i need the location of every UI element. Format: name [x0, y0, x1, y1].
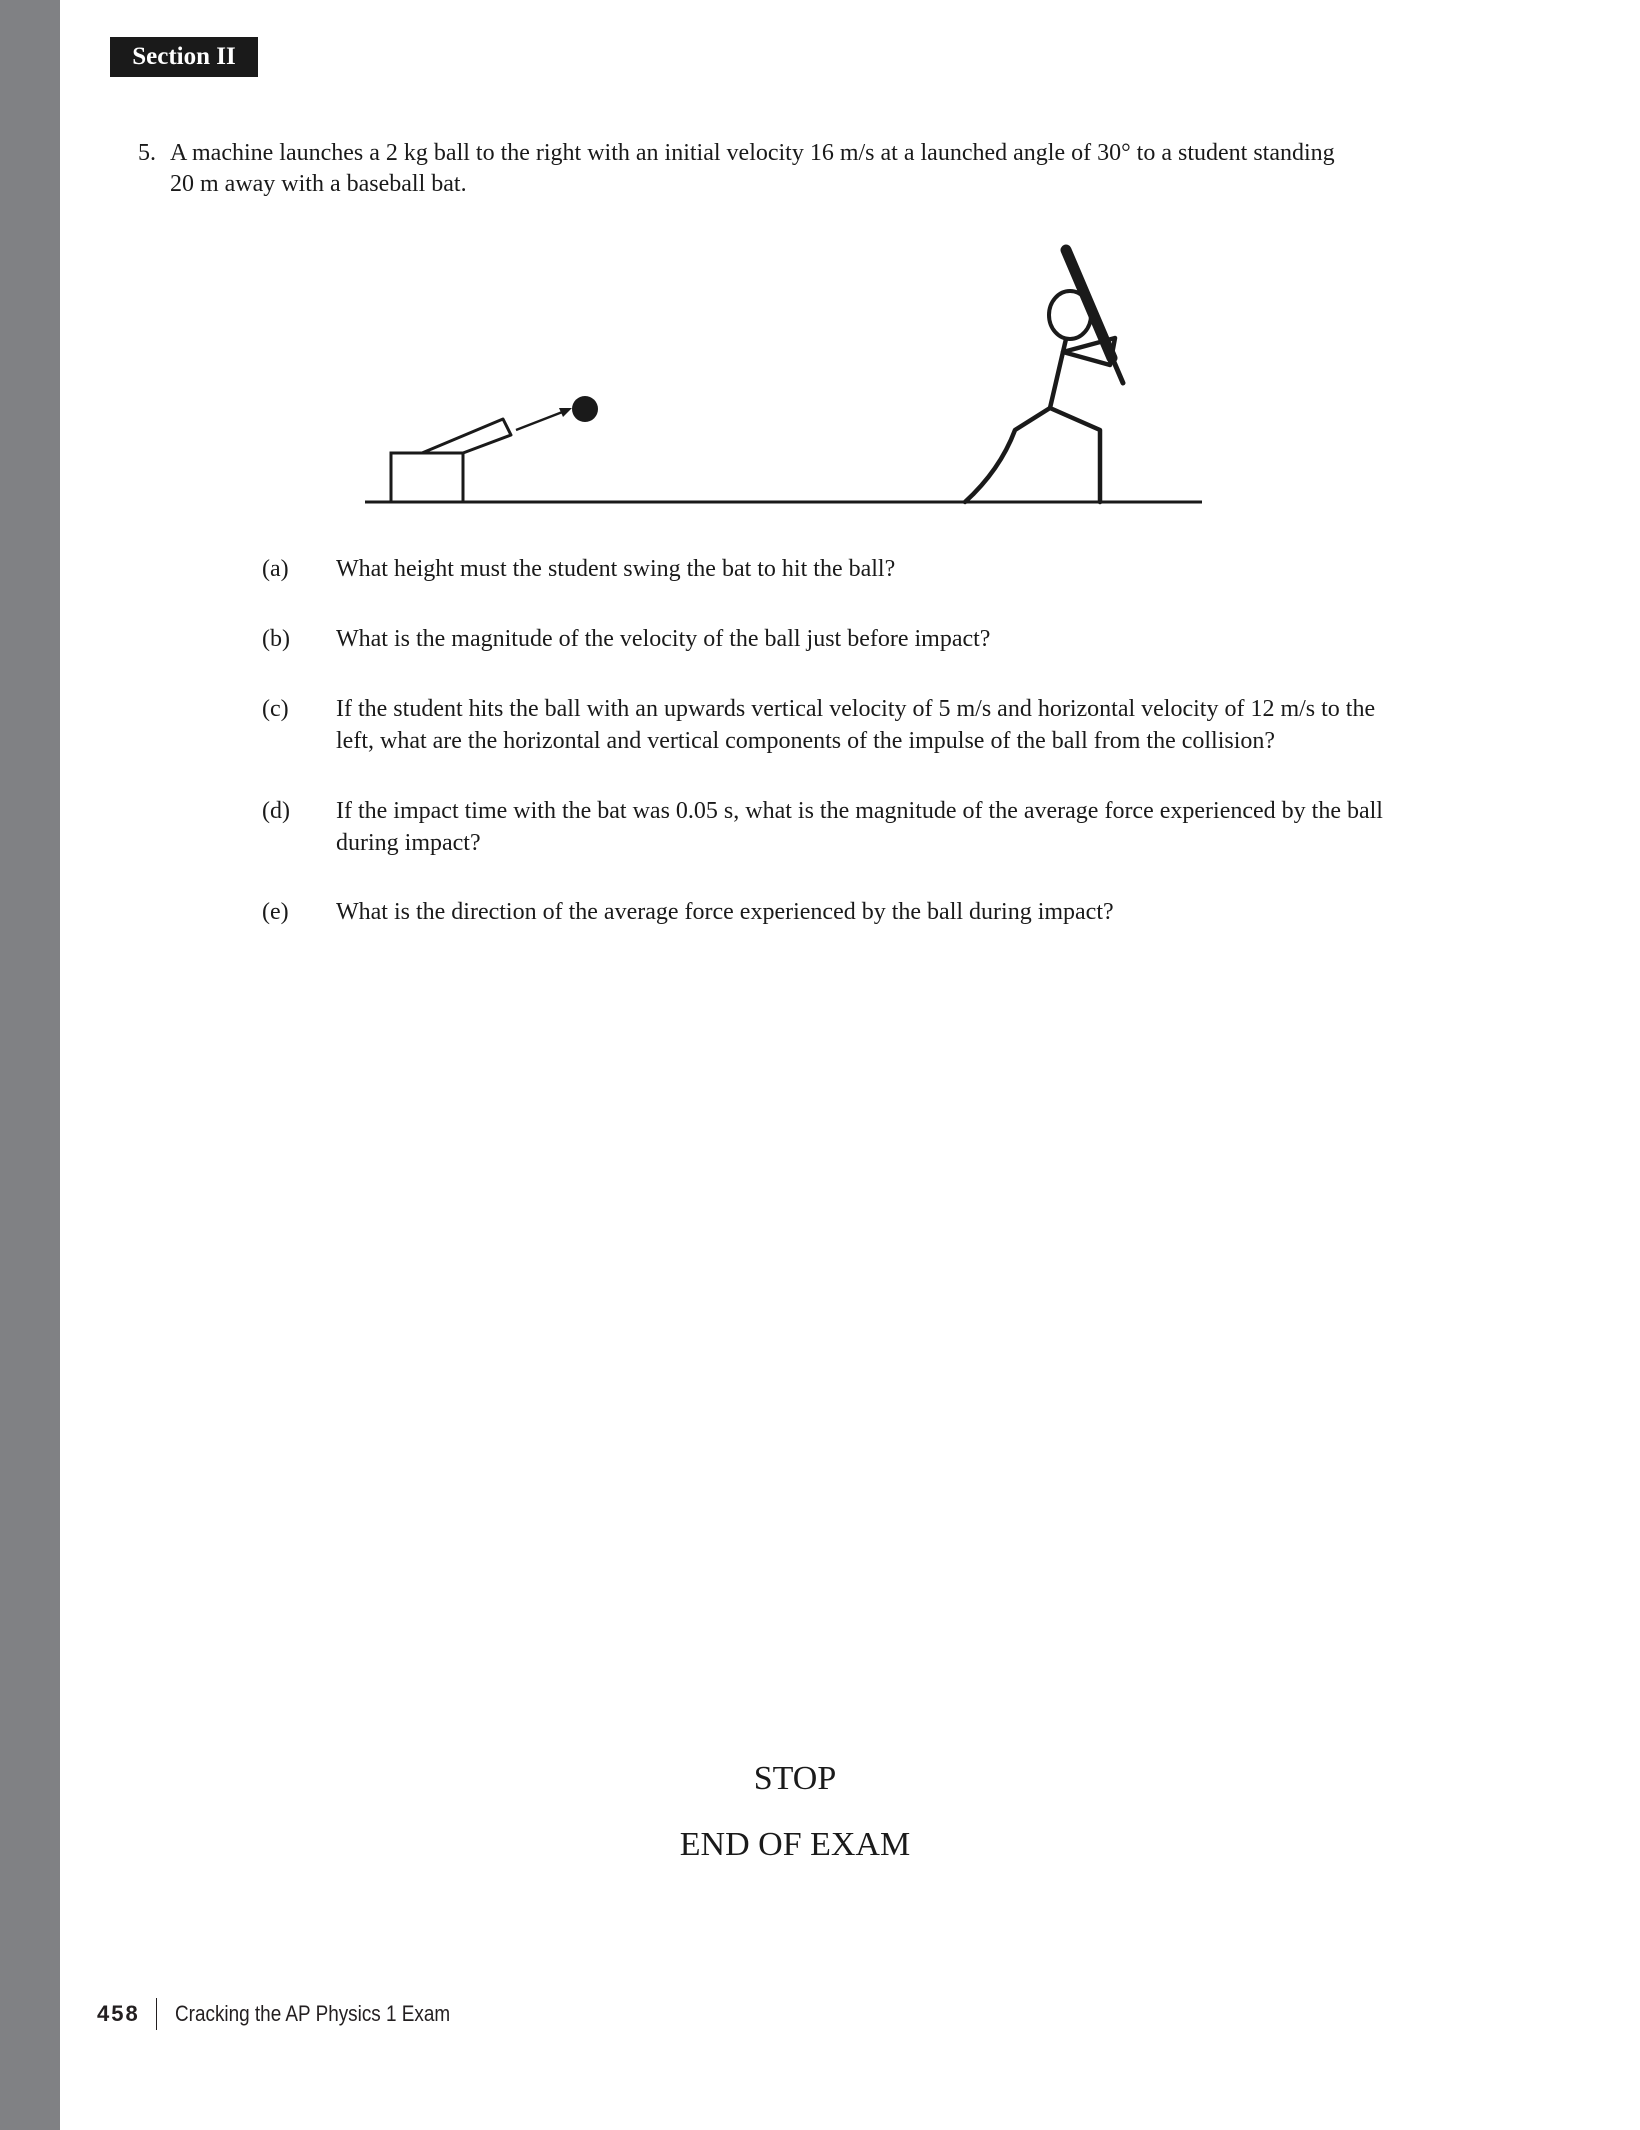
book-title: Cracking the AP Physics 1 Exam — [174, 2001, 450, 2026]
part-label: (b) — [262, 626, 290, 652]
end-of-exam-label: END OF EXAM — [679, 1826, 911, 1863]
part-text: What is the magnitude of the velocity of the ball just before impact? — [336, 626, 991, 652]
part-text: What height must the student swing the bat to hit the ball? — [336, 556, 896, 582]
question-stem-line-1: A machine launches a 2 kg ball to the right with an initial velocity 16 m/s at a launched angle of 30° to a student standing — [170, 140, 1335, 166]
ball — [572, 396, 598, 422]
part-label: (d) — [262, 798, 290, 824]
part-label: (e) — [262, 899, 289, 925]
page-footer — [97, 1997, 495, 2031]
part-a — [262, 553, 1482, 585]
part-label: (c) — [262, 696, 289, 722]
part-text-line-2: during impact? — [336, 830, 481, 856]
page-side-strip — [0, 0, 60, 2130]
question-stem-line-2: 20 m away with a baseball bat. — [170, 171, 467, 197]
section-label: Section II — [110, 37, 258, 77]
launcher-base — [391, 453, 463, 502]
part-c — [262, 693, 1482, 757]
baseball-bat — [1066, 250, 1112, 358]
part-text-line-2: left, what are the horizontal and vertical components of the impulse of the ball from the collision? — [336, 728, 1276, 754]
part-e — [262, 896, 1482, 928]
part-text-line-1: If the student hits the ball with an upwards vertical velocity of 5 m/s and horizontal velocity of 12 m/s to the — [336, 696, 1376, 722]
part-text-line-1: If the impact time with the bat was 0.05 s, what is the magnitude of the average force experienced by the ball — [336, 798, 1383, 824]
part-d — [262, 795, 1482, 859]
question-number: 5. — [138, 140, 156, 166]
launch-diagram — [360, 240, 1230, 520]
footer-divider — [156, 1998, 157, 2030]
question-stem — [138, 138, 1458, 200]
part-label: (a) — [262, 556, 289, 582]
part-b — [262, 623, 1482, 655]
launcher-barrel — [422, 419, 511, 453]
stop-label: STOP — [753, 1760, 837, 1797]
page-number: 458 — [97, 2001, 140, 2026]
part-text: What is the direction of the average force experienced by the ball during impact? — [336, 899, 1114, 925]
launch-arrow — [516, 411, 565, 430]
